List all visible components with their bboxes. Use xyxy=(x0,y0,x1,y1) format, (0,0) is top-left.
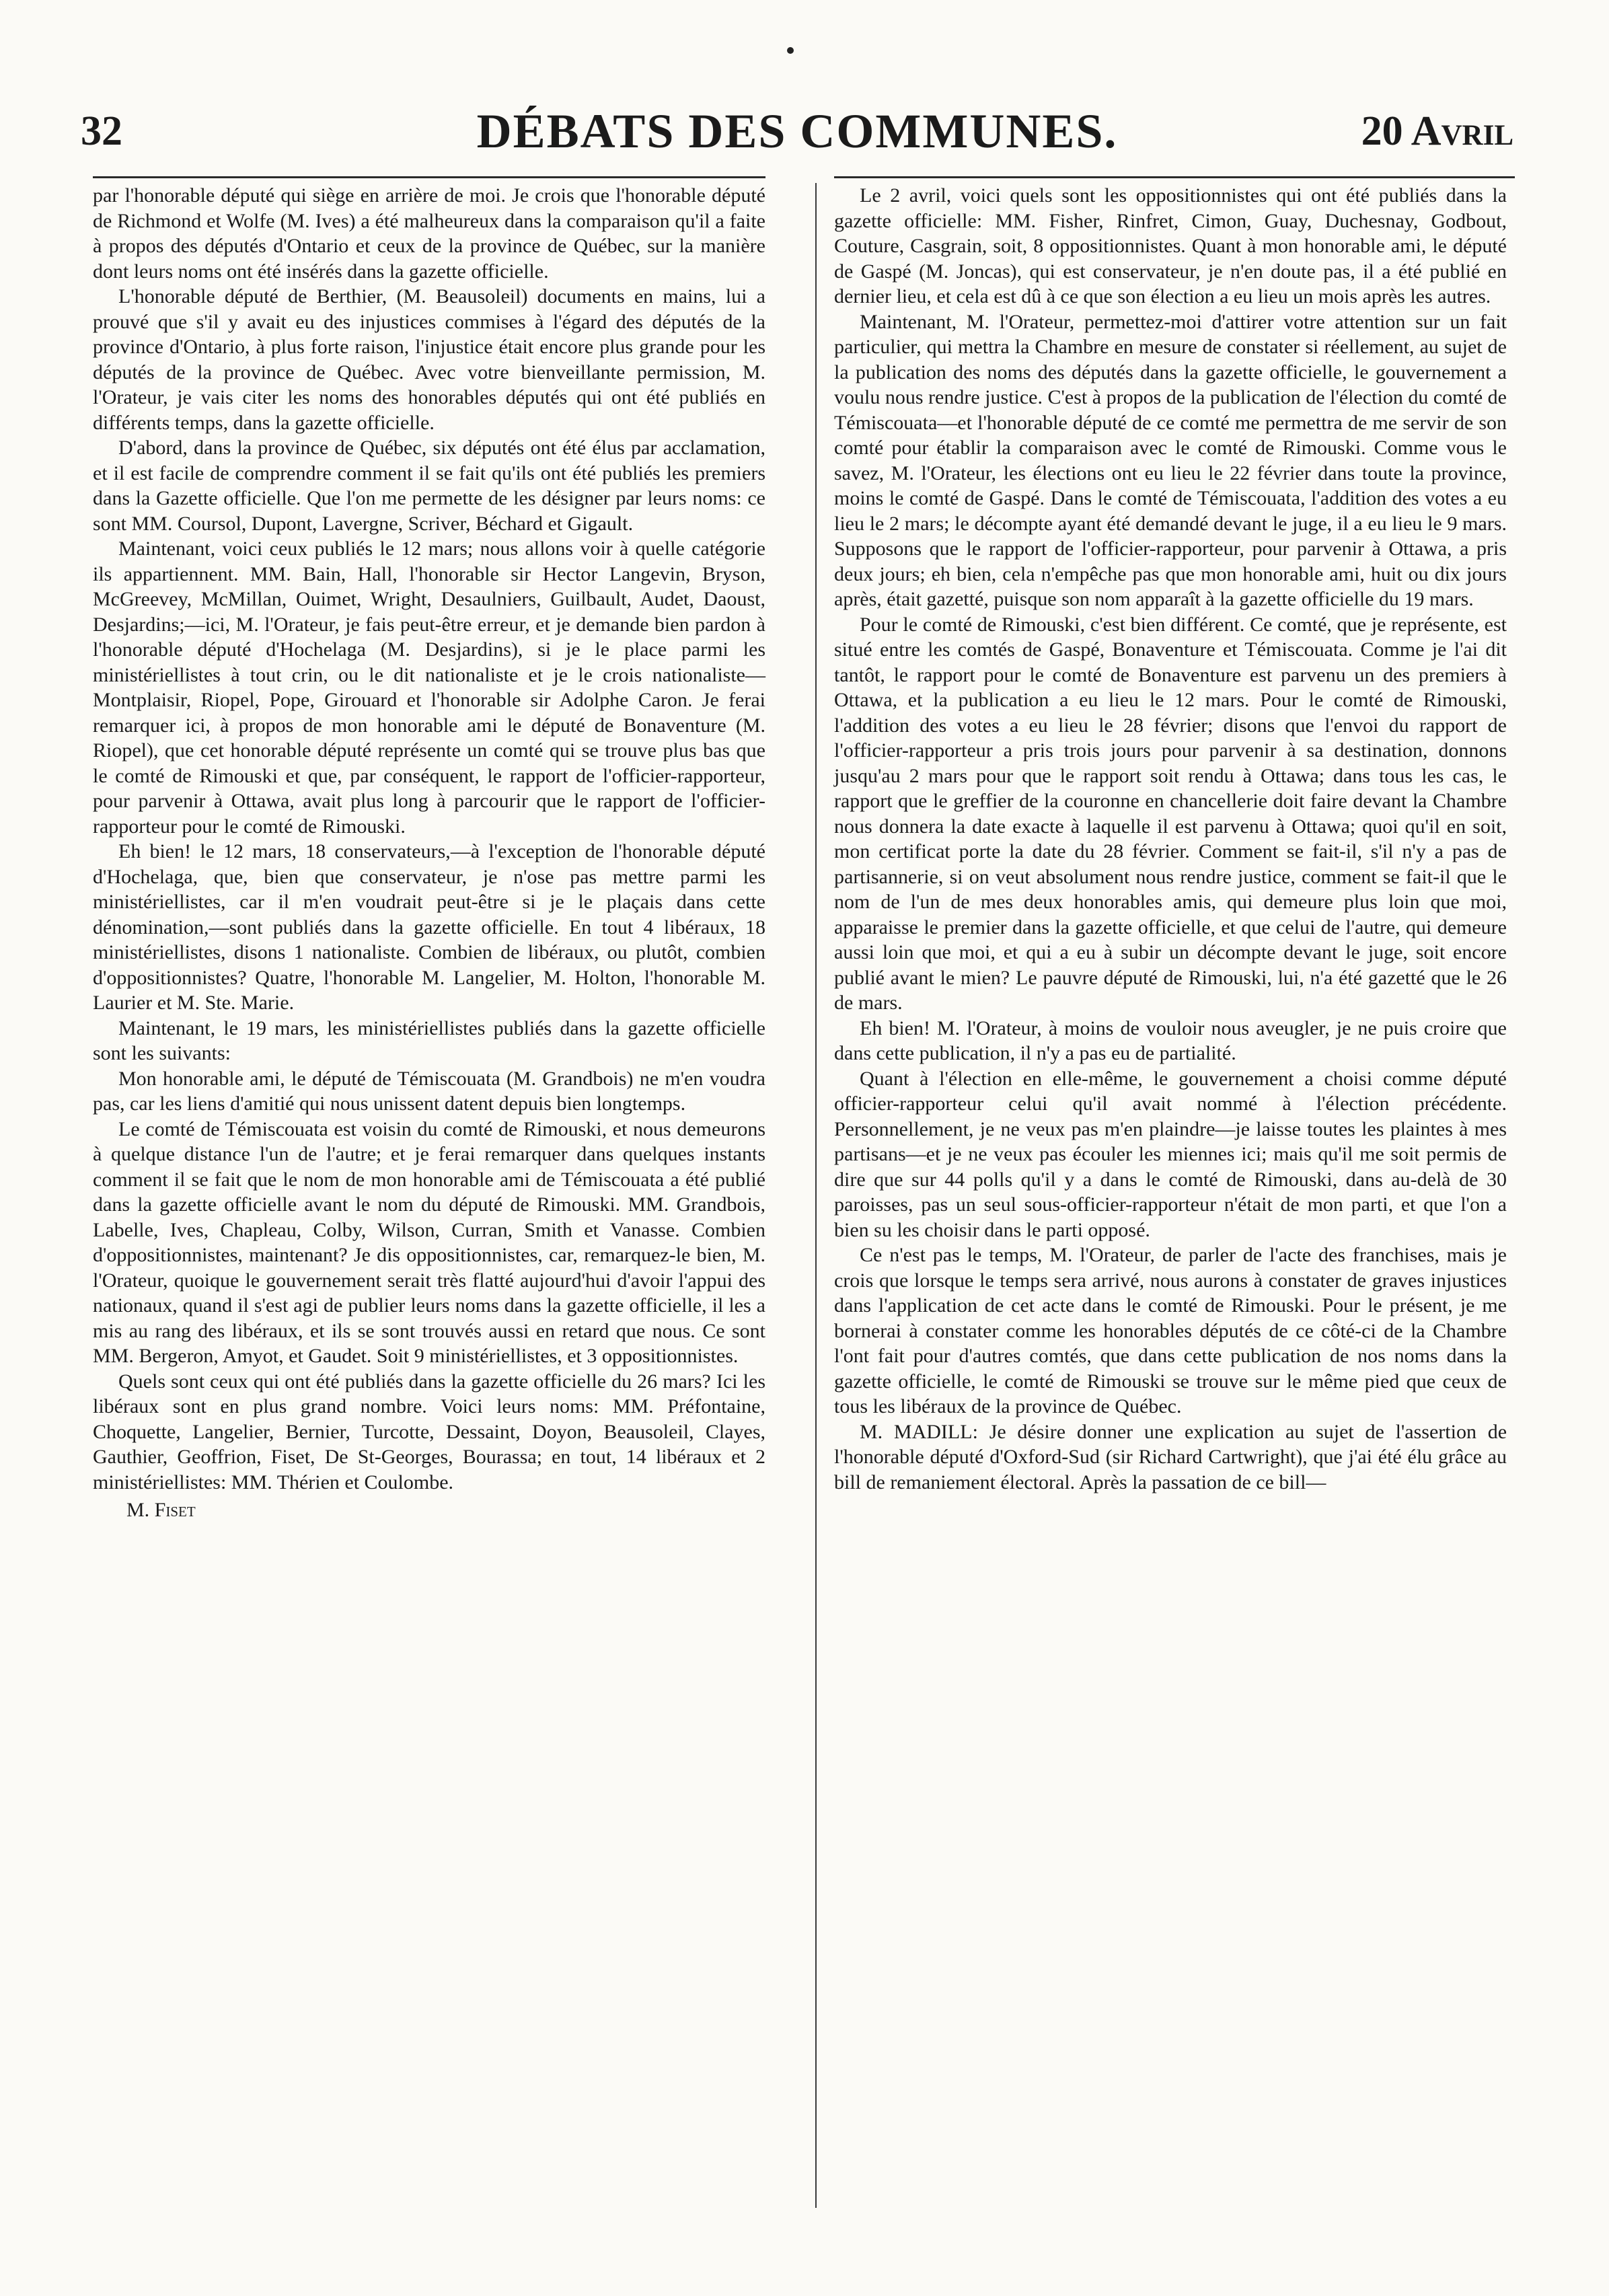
paragraph: Eh bien! M. l'Orateur, à moins de vouloir nous aveugler, je ne puis croire que dans cette publication, il n'y a pas eu de partialité. xyxy=(834,1016,1507,1064)
column-divider xyxy=(815,183,817,2208)
paragraph: Maintenant, voici ceux publiés le 12 mars; nous allons voir à quelle catégorie ils appartiennent. MM. Bain, Hall, l'honorable sir Hector Langevin, Bryson, McGreevey, McMillan, Ouimet, Wright, Desaulniers, Guilbault, Audet, Daoust, Desjardins;—ici, M. l'Orateur, je fais peut-être erreur, et je demande bien pardon à l'honorable député d'Hochelaga (M. Desjardins), si je le place parmi les ministériellistes à tout crin, ou le dit nationaliste et je le crois nationaliste—Montplaisir, Riopel, Pope, Girouard et l'honorable sir Adolphe Caron. Je ferai remarquer ici, à propos de mon honorable ami le député de Bonaventure (M. Riopel), que cet honorable député représente un comté qui se trouve plus bas que le comté de Rimouski et que, par conséquent, le rapport de l'officier-rapporteur, pour parvenir à Ottawa, avait plus long à parcourir que le rapport de l'officier-rapporteur pour le comté de Rimouski. xyxy=(93,538,765,838)
header-date: 20 Avril xyxy=(1361,108,1513,154)
ink-dot xyxy=(787,47,794,54)
paragraph: Quant à l'élection en elle-même, le gouvernement a choisi comme député officier-rapporteur celui qu'il avait nommé à l'élection précédente. Personnellement, je ne veux pas m'en plaindre—je laisse toutes les plaintes à mes partisans—et je ne veux pas écouler les miennes ici; mais qu'il me soit permis de dire que sur 44 polls qu'il y a dans le comté de Rimouski, dans au-delà de 30 paroisses, pas un seul sous-officier-rapporteur n'était de mon parti, et que l'on a bien su les choisir dans le parti opposé. xyxy=(834,1067,1507,1241)
paragraph: Le 2 avril, voici quels sont les oppositionnistes qui ont été publiés dans la gazette officielle: MM. Fisher, Rinfret, Cimon, Guay, Duchesnay, Godbout, Couture, Casgrain, soit, 8 oppositionnistes. Quant à mon honorable ami, le député de Gaspé (M. Joncas), qui est conservateur, je n'en doute pas, il a été publié en dernier lieu, et cela est dû à ce que son élection a eu lieu un mois après les autres. xyxy=(834,184,1507,307)
paragraph: Maintenant, le 19 mars, les ministériellistes publiés dans la gazette officielle sont les suivants: xyxy=(93,1016,765,1064)
paragraph: Ce n'est pas le temps, M. l'Orateur, de parler de l'acte des franchises, mais je crois que lorsque le temps sera arrivé, nous aurons à constater de graves injustices dans l'application de cet acte dans le comté de Rimouski. Pour le présent, je me bornerai à constater comme les honorables députés de ce côté-ci de la Chambre l'ont fait pour d'autres comtés, que dans cette publication de nos noms dans la gazette officielle, le comté de Rimouski se trouve sur le même pied que ceux de tous les libéraux de la province de Québec. xyxy=(834,1244,1507,1417)
speaker-text: Je désire donner une explication au sujet de l'assertion de l'honorable député d'Oxford-Sud (sir Richard Cartwright), que j'ai été élu grâce au bill de remaniement électoral. Après la passation de ce bill— xyxy=(834,1420,1507,1493)
publication-title: DÉBATS DES COMMUNES. xyxy=(476,104,1118,158)
paragraph: Maintenant, M. l'Orateur, permettez-moi d'attirer votre attention sur un fait particulier, qui mettra la Chambre en mesure de constater si réellement, au sujet de la publication des noms des députés dans la gazette officielle, le gouvernement a voulu nous rendre justice. C'est à propos de la publication de l'élection du comté de Témiscouata—et l'honorable député de ce comté me permettra de me servir de son comté pour établir la comparaison avec le comté de Rimouski. Comme vous le savez, M. l'Orateur, les élections ont eu lieu le 22 février dans toute la province, moins le comté de Gaspé. Dans le comté de Témiscouata, l'addition des votes a eu lieu le 2 mars; le décompte ayant été demandé devant le juge, il a eu lieu le 9 mars. Supposons que le rapport de l'officier-rapporteur, pour parvenir à Ottawa, a pris deux jours; eh bien, cela n'empêche pas que mon honorable ami, huit ou dix jours après, était gazetté, puisque son nom apparaît à la gazette officielle du 19 mars. xyxy=(834,310,1507,610)
paragraph: Quels sont ceux qui ont été publiés dans la gazette officielle du 26 mars? Ici les libéraux sont en plus grand nombre. Voici leurs noms: MM. Préfontaine, Choquette, Langelier, Bernier, Turcotte, Dessaint, Doyon, Beausoleil, Clayes, Gauthier, Geoffrion, Fiset, De St-Georges, Bourassa; en tout, 14 libéraux et 2 ministériellistes: MM. Thérien et Coulombe. xyxy=(93,1370,765,1493)
paragraph: Pour le comté de Rimouski, c'est bien différent. Ce comté, que je représente, est situé entre les comtés de Gaspé, Bonaventure et Témiscouata. Comme je l'ai dit tantôt, le rapport pour le comté de Bonaventure est parvenu un des premiers à Ottawa, et la publication a eu lieu le 12 mars. Pour le comté de Rimouski, l'addition des votes a eu lieu le 28 février; disons que l'envoi du rapport de l'officier-rapporteur a pris trois jours pour parvenir à sa destination, donnons jusqu'au 2 mars pour que le rapport soit rendu à Ottawa; dans tous les cas, le rapport que le greffier de la couronne en chancellerie doit faire devant la Chambre nous donnera la date exacte à laquelle il est parvenu à Ottawa; quoi qu'il en soit, mon certificat porte la date du 28 février. Comment se fait-il, s'il n'y a pas de partisannerie, si on veut absolument nous rendre justice, comment se fait-il que le nom de l'un de mes deux honorables amis, qui demeure plus loin que moi, apparaisse le premier dans la gazette officielle, et que celui de l'autre, qui demeure aussi loin que moi, et qui a eu à subir un décompte devant le juge, soit encore publié avant le mien? Le pauvre député de Rimouski, lui, n'a été gazetté que le 26 de mars. xyxy=(834,613,1507,1014)
speaker-name: M. MADILL: xyxy=(860,1420,978,1443)
page-signature: M. Fiset xyxy=(126,1499,196,1521)
paragraph: Eh bien! le 12 mars, 18 conservateurs,—à l'exception de l'honorable député d'Hochelaga, que, bien que conservateur, je n'ose pas mettre parmi les ministériellistes, car il m'en voudrait peut-être si je le plaçais dans cette dénomination,—sont publiés dans la gazette officielle. En tout 4 libéraux, 18 ministériellistes, disons 1 nationaliste. Combien de libéraux, ou plutôt, combien d'oppositionnistes? Quatre, l'honorable M. Langelier, M. Holton, l'honorable M. Laurier et M. Ste. Marie. xyxy=(93,840,765,1014)
speaker-paragraph xyxy=(834,1419,1507,1495)
page-header xyxy=(81,101,1513,175)
right-column xyxy=(834,183,1507,1495)
paragraph: Le comté de Témiscouata est voisin du comté de Rimouski, et nous demeurons à quelque distance l'un de l'autre; et je ferai remarquer dans quelques instants comment il se fait que le nom de mon honorable ami de Témiscouata a été publié dans la gazette officielle avant le nom du député de Rimouski. MM. Grandbois, Labelle, Ives, Chapleau, Colby, Wilson, Curran, Smith et Vanasse. Combien d'oppositionnistes, maintenant? Je dis oppositionnistes, car, remarquez-le bien, M. l'Orateur, quoique le gouvernement serait très flatté aujourd'hui d'avoir l'appui des nationaux, quand il s'est agi de publier leurs noms dans la gazette officielle, il les a mis au rang des libéraux, et ils se sont trouvés aussi en retard que nous. Ce sont MM. Bergeron, Amyot, et Gaudet. Soit 9 ministériellistes, et 3 oppositionnistes. xyxy=(93,1117,765,1367)
paragraph: Mon honorable ami, le député de Témiscouata (M. Grandbois) ne m'en voudra pas, car les liens d'amitié qui nous unissent datent depuis bien longtemps. xyxy=(93,1067,765,1115)
left-column xyxy=(93,183,765,1523)
right-header-rule xyxy=(834,176,1515,178)
left-header-rule xyxy=(93,176,765,178)
paragraph: D'abord, dans la province de Québec, six députés ont été élus par acclamation, et il est facile de comprendre comment il se fait qu'ils ont été publiés les premiers dans la Gazette officielle. Que l'on me permette de les désigner par leurs noms: ce sont MM. Coursol, Dupont, Lavergne, Scriver, Béchard et Gigault. xyxy=(93,437,765,535)
paragraph: L'honorable député de Berthier, (M. Beausoleil) documents en mains, lui a prouvé que s'il y avait eu des injustices commises à l'égard des députés de la province d'Ontario, à plus forte raison, l'injustice était encore plus grande pour les députés de la province de Québec. Avec votre bienveillante permission, M. l'Orateur, je vais citer les noms des honorables députés qui ont été publiés en différents temps, dans la gazette officielle. xyxy=(93,285,765,434)
paragraph: par l'honorable député qui siège en arrière de moi. Je crois que l'honorable député de Richmond et Wolfe (M. Ives) a été malheureux dans la comparaison qu'il a faite à propos des députés d'Ontario et ceux de la province de Québec, sur la manière dont leurs noms ont été insérés dans la gazette officielle. xyxy=(93,184,765,283)
page-number: 32 xyxy=(81,108,122,154)
